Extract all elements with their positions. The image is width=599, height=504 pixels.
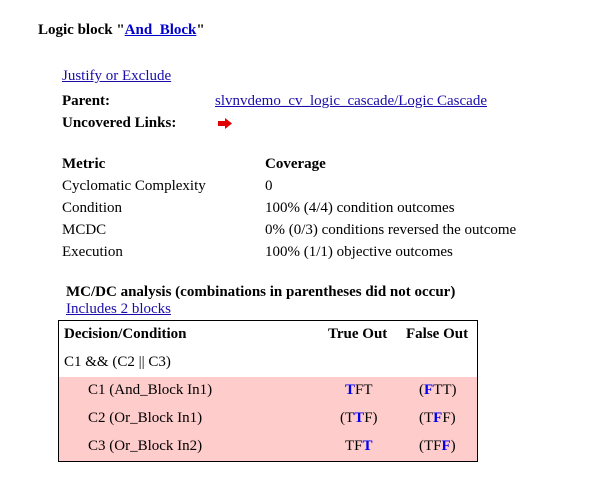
decision-expression: C1 && (C2 || C3) (64, 354, 171, 370)
metric-coverage: 100% (4/4) condition outcomes (265, 200, 455, 216)
title-prefix: Logic block " (38, 22, 125, 38)
condition-label: C3 (Or_Block In2) (88, 438, 203, 454)
includes-blocks-link[interactable]: Includes 2 blocks (66, 301, 171, 317)
table-row (59, 405, 477, 433)
parent-label: Parent: (62, 93, 111, 109)
true-out-value: TFT (345, 382, 373, 398)
parent-link[interactable]: slvnvdemo_cv_logic_cascade/Logic Cascade (215, 93, 487, 109)
metric-coverage: 0 (265, 178, 273, 194)
coverage-header: Coverage (265, 156, 326, 172)
red-right-arrow-icon[interactable] (218, 118, 232, 129)
mcdc-analysis-title: MC/DC analysis (combinations in parentheses did not occur) (66, 284, 456, 300)
false-out-value: (TFF) (419, 410, 456, 426)
block-name-link[interactable]: And_Block (124, 22, 197, 38)
metric-header: Metric (62, 156, 106, 172)
table-row (59, 377, 477, 405)
metric-name: Cyclomatic Complexity (62, 178, 206, 194)
true-out-value: TFT (345, 438, 373, 454)
metric-coverage: 100% (1/1) objective outcomes (265, 244, 453, 260)
false-out-value: (TFF) (419, 438, 456, 454)
title-suffix: " (196, 22, 205, 38)
page-title (38, 22, 205, 39)
decision-row (59, 349, 477, 377)
table-header-row (59, 321, 477, 349)
false-out-value: (FTT) (419, 382, 457, 398)
metric-name: Execution (62, 244, 123, 260)
false-out-header: False Out (406, 326, 469, 342)
justify-or-exclude-link[interactable]: Justify or Exclude (62, 68, 172, 84)
metric-name: Condition (62, 200, 123, 216)
table-row (59, 433, 477, 461)
uncovered-links-label: Uncovered Links: (62, 115, 177, 131)
condition-label: C2 (Or_Block In1) (88, 410, 203, 426)
metric-name: MCDC (62, 222, 107, 238)
decision-condition-header: Decision/Condition (64, 326, 187, 342)
metric-coverage: 0% (0/3) conditions reversed the outcome (265, 222, 517, 238)
condition-label: C1 (And_Block In1) (88, 382, 213, 398)
true-out-value: (TTF) (340, 410, 378, 426)
true-out-header: True Out (328, 326, 388, 342)
mcdc-table (58, 320, 478, 462)
